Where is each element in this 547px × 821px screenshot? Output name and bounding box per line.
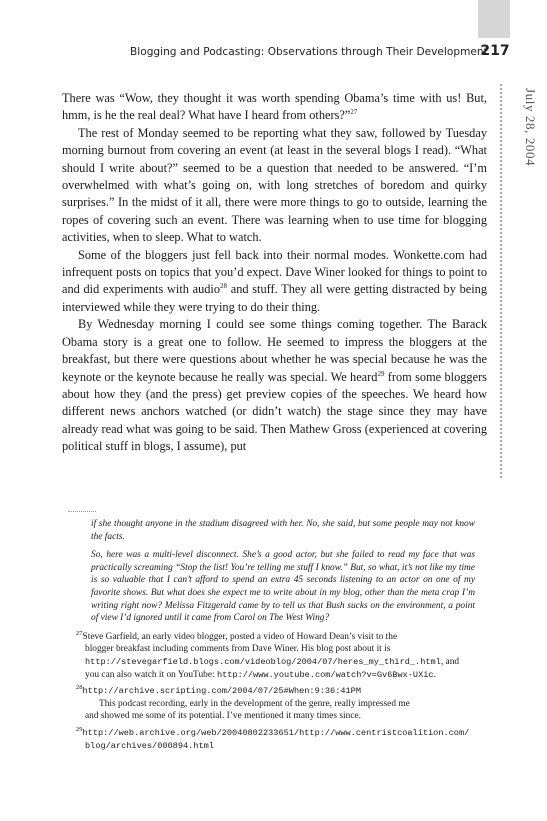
footnote-link[interactable]: http://web.archive.org/web/20040802233651/http://www.centristcoalition.com/ <box>82 727 470 738</box>
paragraph: There was “Wow, they thought it was worth spending Obama’s time with us! But, hmm, is he the real deal? What have I heard from others?”$^{27}$ <box>62 91 487 123</box>
footnote-link[interactable]: http://stevegarfield.blogs.com/videoblog/2004/07/heres_my_third_.html <box>85 656 441 667</box>
main-text <box>62 90 487 456</box>
paragraph: Some of the bloggers just fell back into their normal modes. Wonkette.com had infrequent posts on topics that you’d expect. Dave Winer looked for things to point to and did experiments with audio$^{28}$ and stuff. They all were getting distracted by being interviewed while they were trying to do their thing. <box>62 247 487 314</box>
footnote-rule <box>68 511 96 512</box>
footnote-ref[interactable]: 29 <box>377 369 385 378</box>
page-number: 217 <box>480 43 510 59</box>
footnote-link[interactable]: http://www.youtube.com/watch?v=Gv6Bwx-UXic <box>216 669 434 680</box>
footnote-29: $^{29}$http://web.archive.org/web/20040802233651/http://www.centristcoalition.com/ blog/archives/000894.html <box>76 727 475 752</box>
running-head: Blogging and Podcasting: Observations through Their Development <box>130 46 488 58</box>
footnote-ref[interactable]: 28 <box>220 282 228 291</box>
paragraph: The rest of Monday seemed to be reporting what they saw, followed by Tuesday morning burnout from covering an event (at least in the several blogs I read). “What should I write about?” seemed to be a question that needed to be answered. “I’m overwhelmed with what’s going on, with long stretches of boredom and quirky surprises.” In the midst of it all, there were more things to go to outside, learning the ropes of covering such an event. There was learning when to use time for blogging activities, when to sleep. What to watch. <box>62 125 487 245</box>
footnote-28: $^{28}$http://archive.scripting.com/2004/07/25#When:9:36:41PM This podcast recording, early in the development of the genre, really impressed me and showed me some of its potential. I’ve mentioned it many times since. <box>76 684 410 722</box>
footnote-quote: if she thought anyone in the stadium disagreed with her. No, she said, but some people may not know the facts. <box>91 519 475 542</box>
paragraph: By Wednesday morning I could see some things coming together. The Barack Obama story is a great one to follow. He seemed to impress the bloggers at the breakfast, but there were questions about whether he was special because he was the keynote or the keynote because he really was special. We heard$^{29}$ from some bloggers about how they (and the press) get preview copies of the speeches. We heard how different news anchors watched (or didn’t watch) the stage since they may have already read what was going to be said. Then Mathew Gross (experienced at covering political stuff in blogs, I assume), put <box>62 317 487 454</box>
footnote-link[interactable]: blog/archives/000894.html <box>85 740 214 751</box>
footnote-ref[interactable]: 27 <box>350 108 358 117</box>
footnote-link[interactable]: http://archive.scripting.com/2004/07/25#When:9:36:41PM <box>82 686 361 697</box>
footnote-27: $^{27}$Steve Garfield, an early video blogger, posted a video of Howard Dean’s visit to the blogger breakfast including comments from Dave Winer. His blog post about it is http://stevegarfield.blogs.com/videoblog/2004/07/heres_my_third_.html, and you can also watch it on YouTube: http://www.youtube.com/watch?v=Gv6Bwx-UXic. <box>76 629 460 680</box>
footnotes <box>68 518 475 756</box>
dotted-side-rule <box>500 84 514 478</box>
side-date: July 28, 2004 <box>523 88 538 167</box>
page-tab <box>478 0 510 38</box>
footnote-quote: So, here was a multi-level disconnect. She’s a good actor, but she failed to read my face that was practically screaming “Stop the list! You’re telling me stuff I know.” But, so what, it’s not like my time is so valuable that I can’t afford to spend an extra 45 seconds listening to an actor on one of my favorite shows. But what does she expect me to write about in my blog, other than the meta crap I’m writing right now? Melissa Fitzgerald came by to tell us that Bush sucks on the environment, a point of view I’d ignored until it came from Carol on The West Wing? <box>91 550 475 624</box>
